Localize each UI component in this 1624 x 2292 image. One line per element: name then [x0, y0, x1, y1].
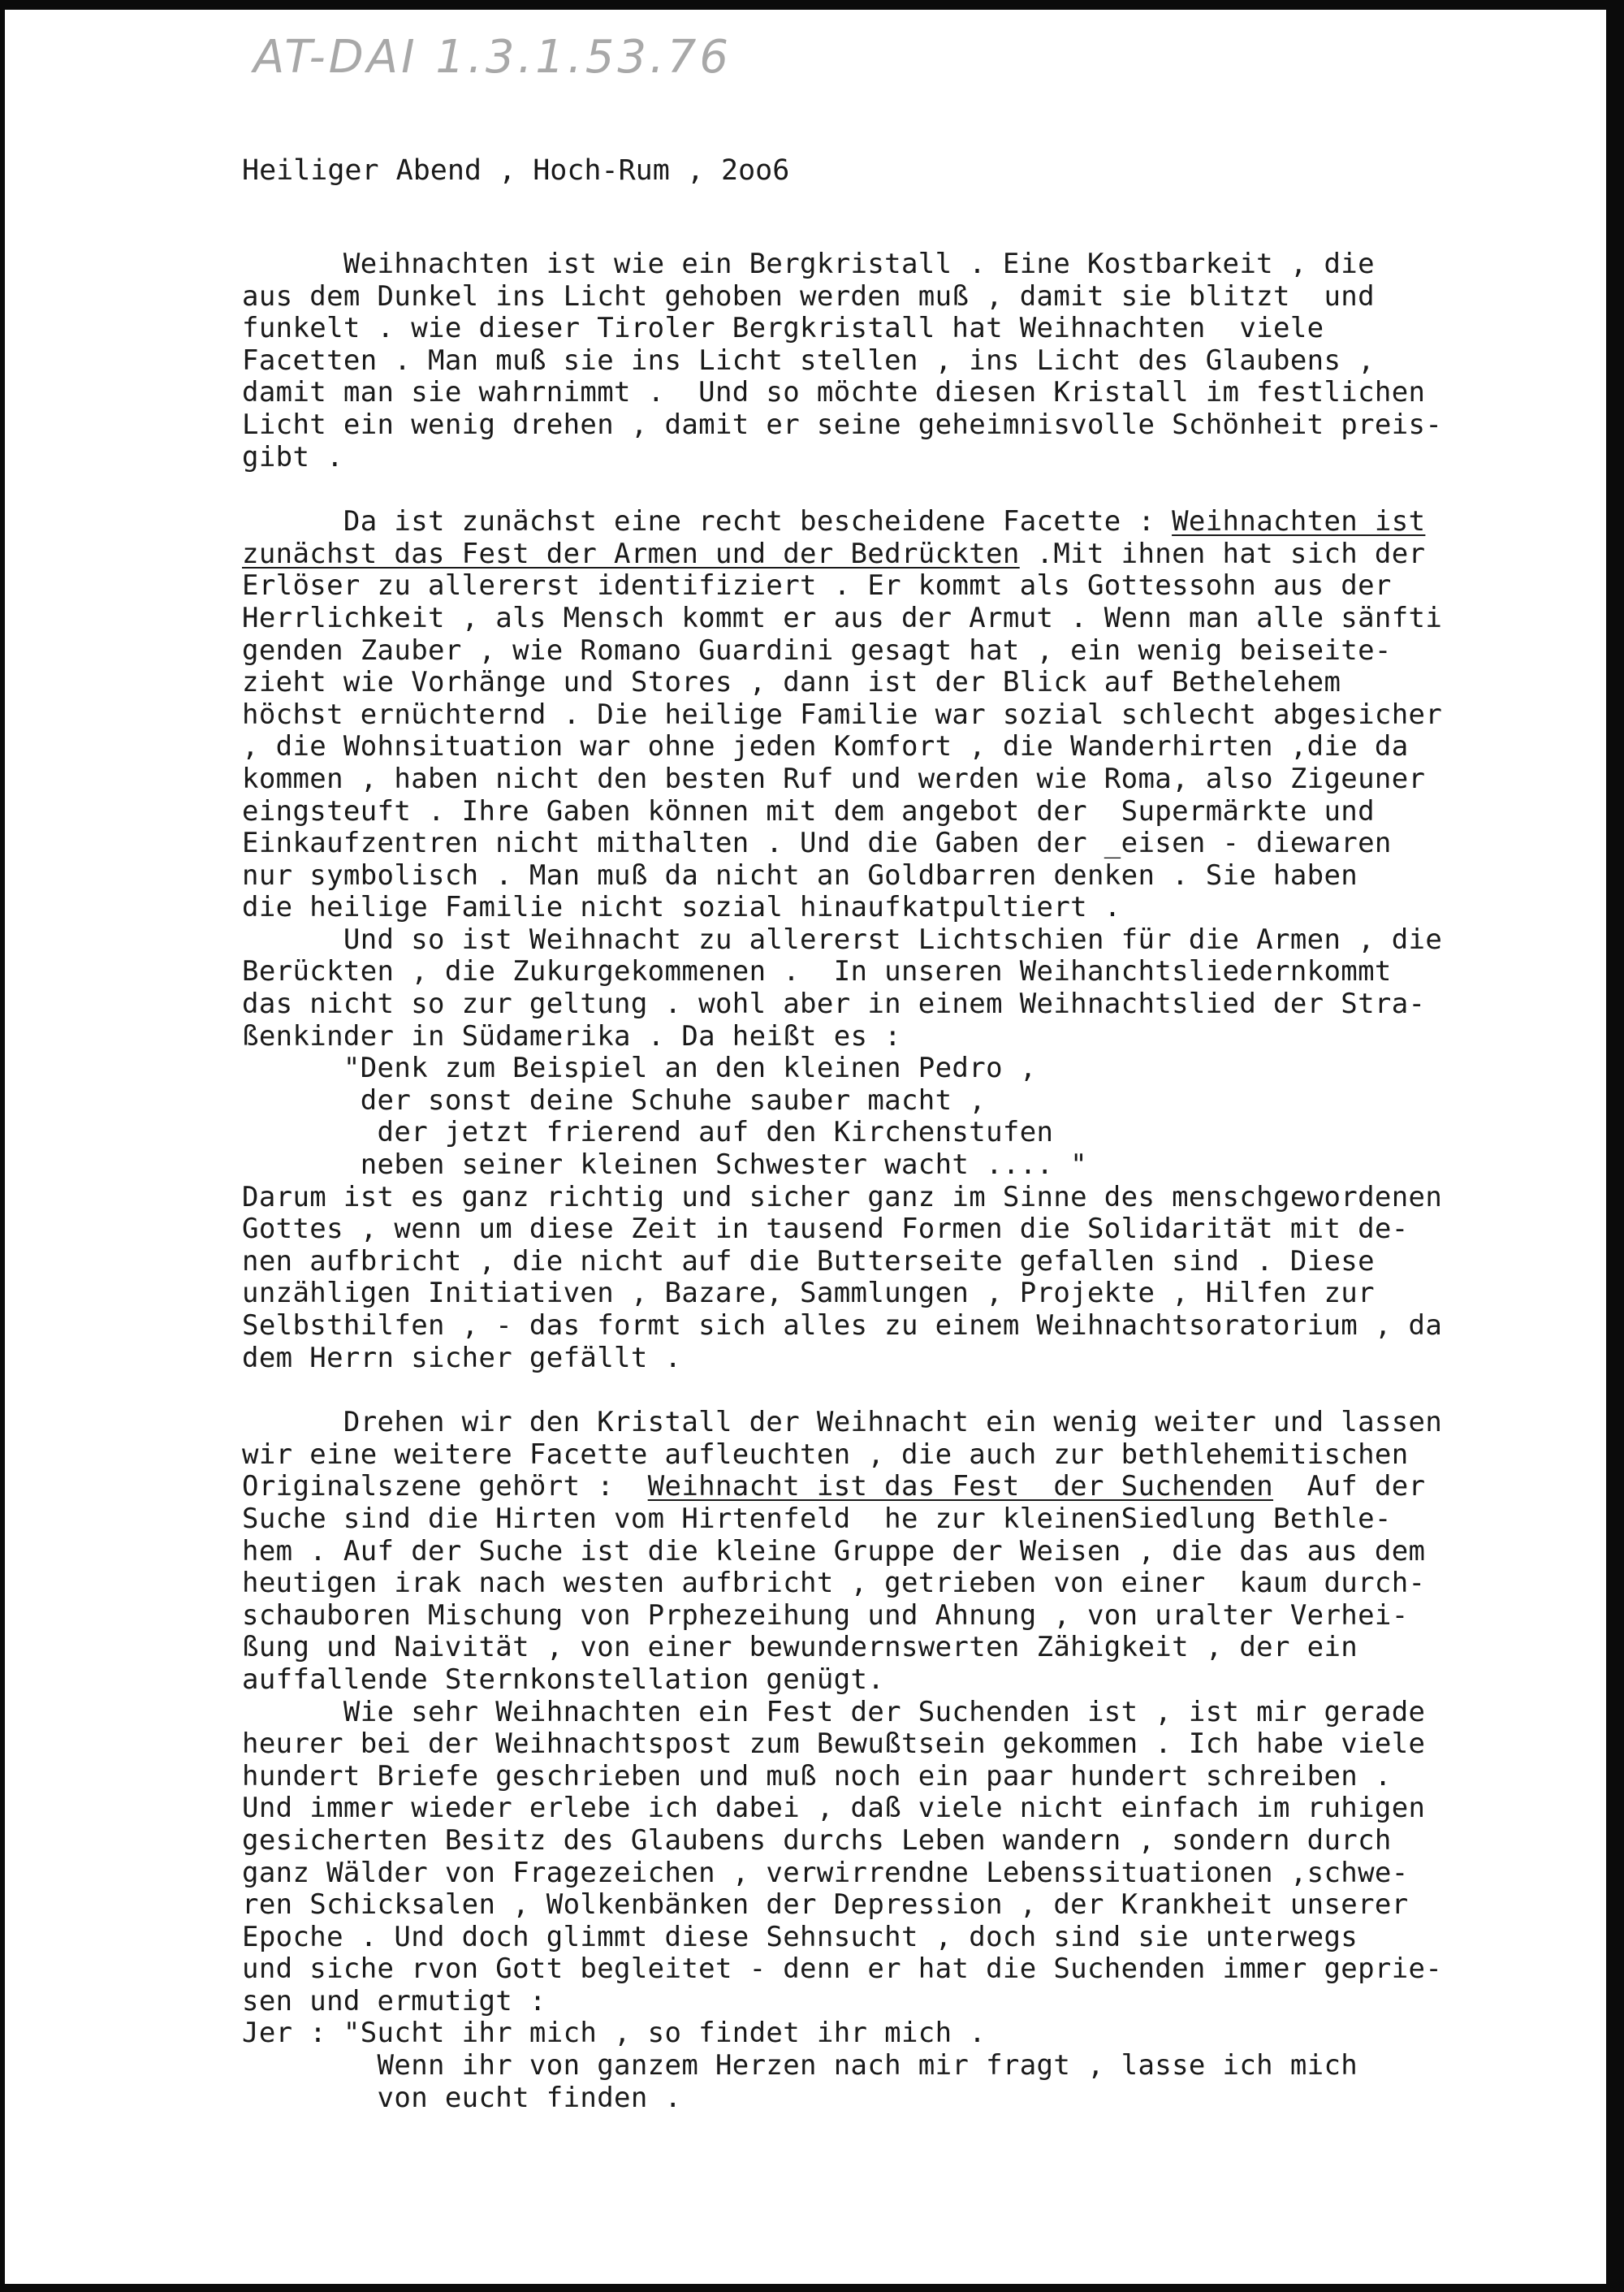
text-segment: aus dem Dunkel ins Licht gehoben werden muß , damit sie blitzt und — [242, 279, 1375, 313]
paragraph-gap — [242, 474, 1614, 506]
text-line — [242, 1793, 1614, 1825]
text-segment: .Mit ihnen hat sich der — [1019, 537, 1426, 570]
text-line — [242, 828, 1614, 860]
text-line — [242, 442, 1614, 474]
text-line — [242, 377, 1614, 409]
text-line — [242, 506, 1614, 538]
text-segment: von eucht finden . — [242, 2081, 682, 2114]
text-segment: und siche rvon Gott begleitet - denn er hat die Suchenden immer geprie- — [242, 1953, 1443, 1986]
text-segment: das nicht so zur geltung . wohl aber in einem Weihnachtslied der Stra- — [242, 988, 1426, 1021]
document-heading: Heiliger Abend , Hoch-Rum , 2oo6 — [242, 154, 790, 187]
text-segment: Da ist zunächst eine recht bescheidene Facette : — [242, 505, 1173, 538]
text-line — [242, 1664, 1614, 1697]
text-segment: hem . Auf der Suche ist die kleine Gruppe der Weisen , die das aus dem — [242, 1534, 1426, 1568]
text-segment: ßenkinder in Südamerika . Da heißt es : — [242, 1019, 901, 1053]
text-line — [242, 2050, 1614, 2082]
text-line — [242, 1953, 1614, 1986]
text-segment: , die Wohnsituation war ohne jeden Komfort , die Wanderhirten ,die da — [242, 730, 1409, 763]
text-line — [242, 2017, 1614, 2050]
text-line — [242, 1600, 1614, 1633]
scan-border-top — [0, 0, 1624, 10]
text-segment: funkelt . wie dieser Tiroler Bergkristall hat Weihnachten viele — [242, 312, 1324, 345]
text-segment: Licht ein wenig drehen , damit er seine geheimnisvolle Schönheit preis- — [242, 408, 1443, 441]
text-segment: kommen , haben nicht den besten Ruf und werden wie Roma, also Zigeuner — [242, 762, 1426, 795]
text-segment: Suche sind die Hirten vom Hirtenfeld he zur kleinenSiedlung Bethle- — [242, 1502, 1392, 1535]
text-segment: Einkaufzentren nicht mithalten . Und die Gaben der _eisen - diewaren — [242, 827, 1392, 860]
text-line — [242, 1536, 1614, 1568]
text-segment: Jer : "Sucht ihr mich , so findet ihr mich . — [242, 2017, 987, 2050]
text-line — [242, 1889, 1614, 1922]
text-line — [242, 281, 1614, 314]
text-line — [242, 635, 1614, 668]
text-line — [242, 249, 1614, 281]
text-segment: dem Herrn sicher gefällt . — [242, 1341, 682, 1374]
text-line — [242, 892, 1614, 924]
text-line — [242, 1246, 1614, 1278]
text-segment: Wenn ihr von ganzem Herzen nach mir fragt , lasse ich mich — [242, 2049, 1358, 2082]
text-segment: Drehen wir den Kristall der Weihnacht ein wenig weiter und lassen — [242, 1406, 1443, 1439]
text-segment: Berückten , die Zukurgekommenen . In unseren Weihanchtsliedernkommt — [242, 955, 1392, 988]
text-segment: die heilige Familie nicht sozial hinaufkatpultiert . — [242, 891, 1121, 924]
text-line — [242, 313, 1614, 345]
text-line — [242, 796, 1614, 828]
document-body — [242, 249, 1614, 2114]
text-segment: heurer bei der Weihnachtspost zum Bewußtsein gekommen . Ich habe viele — [242, 1728, 1426, 1761]
text-line — [242, 1728, 1614, 1761]
text-line — [242, 1117, 1614, 1149]
text-line — [242, 2082, 1614, 2115]
text-line — [242, 570, 1614, 603]
text-segment: Erlöser zu allererst identifiziert . Er kommt als Gottessohn aus der — [242, 569, 1392, 603]
text-line — [242, 409, 1614, 442]
text-segment: Originalszene gehört : — [242, 1470, 648, 1503]
text-segment: eingsteuft . Ihre Gaben können mit dem angebot der Supermärkte und — [242, 794, 1375, 828]
paragraph-gap — [242, 1374, 1614, 1407]
text-segment: neben seiner kleinen Schwester wacht .... " — [242, 1148, 1087, 1182]
text-line — [242, 1825, 1614, 1857]
text-segment: gibt . — [242, 440, 343, 474]
underlined-text: Weihnachten ist — [1172, 505, 1426, 538]
text-segment: Und immer wieder erlebe ich dabei , daß viele nicht einfach im ruhigen — [242, 1792, 1426, 1825]
text-line — [242, 667, 1614, 699]
text-line — [242, 1568, 1614, 1600]
text-segment: zieht wie Vorhänge und Stores , dann ist der Blick auf Bethelehem — [242, 666, 1341, 699]
text-line — [242, 763, 1614, 796]
text-line — [242, 1697, 1614, 1729]
text-line — [242, 924, 1614, 957]
text-segment: wir eine weitere Facette aufleuchten , die auch zur bethlehemitischen — [242, 1438, 1409, 1471]
text-line — [242, 699, 1614, 732]
text-line — [242, 1278, 1614, 1310]
underlined-text: Weihnacht ist das Fest der Suchenden — [647, 1470, 1274, 1503]
text-line — [242, 1407, 1614, 1439]
text-line — [242, 1310, 1614, 1343]
text-line — [242, 1439, 1614, 1472]
text-segment: Wie sehr Weihnachten ein Fest der Suchenden ist , ist mir gerade — [242, 1695, 1426, 1728]
text-line — [242, 1213, 1614, 1246]
text-segment: hundert Briefe geschrieben und muß noch ein paar hundert schreiben . — [242, 1759, 1392, 1793]
text-line — [242, 1149, 1614, 1182]
text-segment: Selbsthilfen , - das formt sich alles zu einem Weihnachtsoratorium , da — [242, 1309, 1443, 1342]
text-segment: Und so ist Weihnacht zu allererst Lichtschien für die Armen , die — [242, 923, 1443, 956]
text-segment: ßung und Naivität , von einer bewundernswerten Zähigkeit , der ein — [242, 1631, 1358, 1664]
text-line — [242, 860, 1614, 893]
text-line — [242, 731, 1614, 763]
text-line — [242, 1343, 1614, 1375]
text-segment: ganz Wälder von Fragezeichen , verwirrendne Lebenssituationen ,schwe- — [242, 1856, 1409, 1889]
paragraph — [242, 1407, 1614, 2114]
text-segment: damit man sie wahrnimmt . Und so möchte diesen Kristall im festlichen — [242, 376, 1426, 409]
text-line — [242, 1182, 1614, 1214]
text-line — [242, 1503, 1614, 1536]
text-line — [242, 956, 1614, 988]
text-segment: ren Schicksalen , Wolkenbänken der Depression , der Krankheit unserer — [242, 1888, 1409, 1922]
text-segment: nur symbolisch . Man muß da nicht an Goldbarren denken . Sie haben — [242, 858, 1358, 892]
text-segment: der jetzt frierend auf den Kirchenstufen — [242, 1116, 1054, 1149]
text-line — [242, 1021, 1614, 1053]
text-segment: Weihnachten ist wie ein Bergkristall . Eine Kostbarkeit , die — [242, 248, 1375, 280]
text-segment: schauboren Mischung von Prphezeihung und Ahnung , von uralter Verhei- — [242, 1598, 1409, 1632]
text-line — [242, 1085, 1614, 1118]
text-line — [242, 1471, 1614, 1503]
text-line — [242, 1761, 1614, 1793]
text-line — [242, 538, 1614, 571]
text-segment: Epoche . Und doch glimmt diese Sehnsucht , doch sind sie unterwegs — [242, 1920, 1358, 1953]
text-segment: nen aufbricht , die nicht auf die Butterseite gefallen sind . Diese — [242, 1244, 1375, 1278]
text-segment: sen und ermutigt : — [242, 1984, 546, 2017]
text-segment: Herrlichkeit , als Mensch kommt er aus der Armut . Wenn man alle sänfti — [242, 601, 1443, 634]
paragraph — [242, 249, 1614, 474]
underlined-text: zunächst das Fest der Armen und der Bedrückten — [242, 537, 1020, 570]
text-segment: Auf der — [1273, 1470, 1426, 1503]
text-segment: gesicherten Besitz des Glaubens durchs Leben wandern , sondern durch — [242, 1823, 1392, 1857]
text-line — [242, 603, 1614, 635]
text-segment: auffallende Sternkonstellation genügt. — [242, 1663, 885, 1696]
text-line — [242, 1857, 1614, 1890]
text-segment: Darum ist es ganz richtig und sicher ganz im Sinne des menschgewordenen — [242, 1180, 1443, 1213]
text-line — [242, 1922, 1614, 1954]
text-line — [242, 1053, 1614, 1085]
text-line — [242, 345, 1614, 378]
scan-border-bottom — [0, 2284, 1624, 2292]
scan-border-left — [0, 0, 5, 2292]
text-segment: "Denk zum Beispiel an den kleinen Pedro , — [242, 1052, 1037, 1085]
paragraph — [242, 506, 1614, 1374]
text-segment: unzähligen Initiativen , Bazare, Sammlungen , Projekte , Hilfen zur — [242, 1277, 1375, 1310]
text-segment: genden Zauber , wie Romano Guardini gesagt hat , ein wenig beiseite- — [242, 634, 1392, 667]
text-segment: Gottes , wenn um diese Zeit in tausend Formen die Solidarität mit de- — [242, 1213, 1409, 1246]
text-line — [242, 1986, 1614, 2018]
text-line — [242, 988, 1614, 1021]
archive-stamp: AT-DAI 1.3.1.53.76 — [253, 31, 732, 84]
text-segment: der sonst deine Schuhe sauber macht , — [242, 1083, 987, 1117]
text-segment: höchst ernüchternd . Die heilige Familie war sozial schlecht abgesicher — [242, 698, 1443, 731]
text-segment: heutigen irak nach westen aufbricht , getrieben von einer kaum durch- — [242, 1567, 1426, 1600]
text-line — [242, 1632, 1614, 1664]
text-segment: Facetten . Man muß sie ins Licht stellen , ins Licht des Glaubens , — [242, 344, 1375, 377]
